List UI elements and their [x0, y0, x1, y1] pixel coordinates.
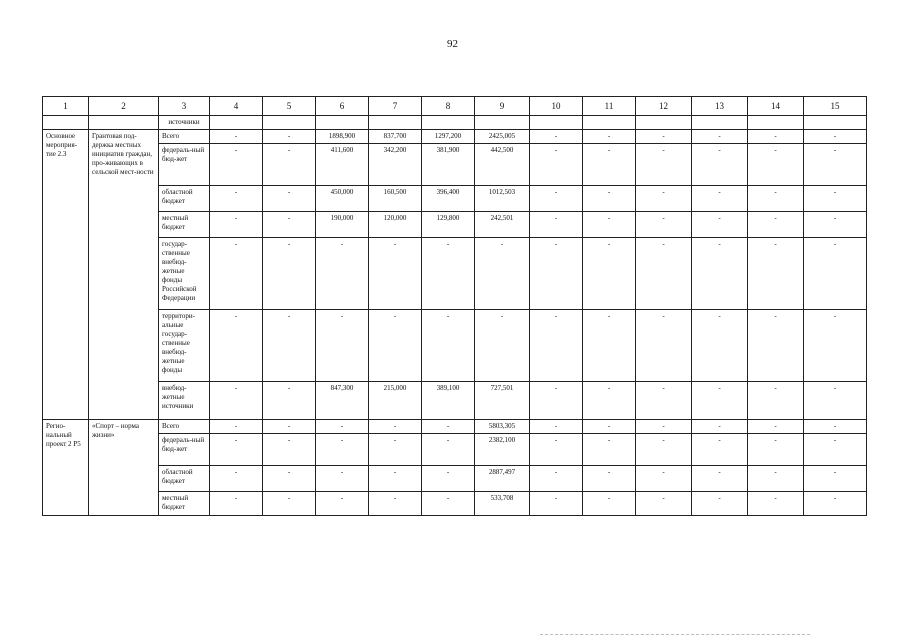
table-row [43, 492, 867, 516]
value-cell: - [369, 492, 422, 516]
column-header: 2 [89, 97, 159, 116]
value-cell: - [263, 238, 316, 310]
value-cell: - [369, 420, 422, 434]
value-cell: - [692, 186, 748, 212]
value-cell: - [316, 310, 369, 382]
source-cell: территори-альные государ-ственные внебюд-жетные фонды [159, 310, 210, 382]
value-cell: - [804, 492, 867, 516]
column-header: 13 [692, 97, 748, 116]
value-cell: - [748, 130, 804, 144]
measure-cell: Регио-нальный проект 2 Р5 [43, 420, 89, 516]
value-cell: - [583, 212, 636, 238]
table-row [43, 144, 867, 186]
value-cell: - [692, 434, 748, 466]
value-cell: - [475, 238, 530, 310]
source-cell: Всего [159, 130, 210, 144]
value-cell: - [583, 130, 636, 144]
value-cell: 215,000 [369, 382, 422, 420]
value-cell: - [804, 130, 867, 144]
column-header: 10 [530, 97, 583, 116]
value-cell: - [530, 492, 583, 516]
table-cell [263, 116, 316, 130]
value-cell: - [804, 238, 867, 310]
value-cell: - [804, 382, 867, 420]
column-header: 5 [263, 97, 316, 116]
value-cell: - [692, 144, 748, 186]
value-cell: 533,708 [475, 492, 530, 516]
value-cell: 442,500 [475, 144, 530, 186]
value-cell: - [583, 310, 636, 382]
table-row [43, 466, 867, 492]
table-row [43, 130, 867, 144]
value-cell: - [210, 130, 263, 144]
value-cell: - [748, 466, 804, 492]
value-cell: - [422, 310, 475, 382]
table-cell [804, 116, 867, 130]
value-cell: - [263, 466, 316, 492]
value-cell: - [583, 466, 636, 492]
value-cell: - [530, 212, 583, 238]
value-cell: - [583, 144, 636, 186]
value-cell: 837,700 [369, 130, 422, 144]
source-cell: государ-ственные внебюд-жетные фонды Российской Федерации [159, 238, 210, 310]
value-cell: 2887,497 [475, 466, 530, 492]
value-cell: - [263, 212, 316, 238]
value-cell: 2382,100 [475, 434, 530, 466]
sub-header-row [43, 116, 867, 130]
column-header: 11 [583, 97, 636, 116]
value-cell: - [530, 238, 583, 310]
page-number: 92 [447, 38, 458, 50]
value-cell: - [804, 466, 867, 492]
value-cell: - [210, 212, 263, 238]
table-body [43, 116, 867, 516]
value-cell: - [369, 310, 422, 382]
table-cell [692, 116, 748, 130]
value-cell: - [636, 420, 692, 434]
measure-cell: Основное мероприя-тие 2.3 [43, 130, 89, 420]
value-cell: - [748, 310, 804, 382]
column-header: 14 [748, 97, 804, 116]
column-header: 8 [422, 97, 475, 116]
value-cell: - [636, 310, 692, 382]
value-cell: - [210, 382, 263, 420]
table-row [43, 382, 867, 420]
value-cell: 342,200 [369, 144, 422, 186]
value-cell: - [210, 186, 263, 212]
value-cell: - [316, 434, 369, 466]
value-cell: - [583, 186, 636, 212]
value-cell: - [748, 238, 804, 310]
source-cell: внебюд-жетные источники [159, 382, 210, 420]
value-cell: - [263, 310, 316, 382]
value-cell: - [263, 382, 316, 420]
value-cell: - [263, 492, 316, 516]
value-cell: - [692, 492, 748, 516]
value-cell: - [583, 434, 636, 466]
value-cell: - [210, 434, 263, 466]
value-cell: - [316, 420, 369, 434]
value-cell: - [636, 434, 692, 466]
value-cell: - [530, 382, 583, 420]
table-cell [475, 116, 530, 130]
table-cell [530, 116, 583, 130]
value-cell: 1898,900 [316, 130, 369, 144]
value-cell: - [804, 420, 867, 434]
source-cell: федераль-ный бюд-жет [159, 434, 210, 466]
value-cell: - [583, 420, 636, 434]
source-cell: областной бюджет [159, 186, 210, 212]
value-cell: - [748, 186, 804, 212]
value-cell: - [804, 144, 867, 186]
value-cell: - [692, 466, 748, 492]
table-row [43, 434, 867, 466]
table-row [43, 186, 867, 212]
value-cell: 160,500 [369, 186, 422, 212]
value-cell: - [210, 420, 263, 434]
value-cell: - [636, 212, 692, 238]
value-cell: - [692, 212, 748, 238]
value-cell: 727,501 [475, 382, 530, 420]
value-cell: - [636, 466, 692, 492]
value-cell: - [316, 238, 369, 310]
value-cell: - [263, 420, 316, 434]
description-cell: «Спорт – норма жизни» [89, 420, 159, 516]
value-cell: - [263, 144, 316, 186]
value-cell: 396,400 [422, 186, 475, 212]
value-cell: 381,900 [422, 144, 475, 186]
value-cell: - [369, 434, 422, 466]
value-cell: - [210, 238, 263, 310]
column-header: 15 [804, 97, 867, 116]
value-cell: - [263, 130, 316, 144]
value-cell: - [692, 310, 748, 382]
value-cell: - [530, 186, 583, 212]
value-cell: - [316, 492, 369, 516]
value-cell: 5803,305 [475, 420, 530, 434]
value-cell: 242,501 [475, 212, 530, 238]
value-cell: - [530, 466, 583, 492]
value-cell: - [263, 186, 316, 212]
table-cell [636, 116, 692, 130]
value-cell: - [583, 238, 636, 310]
column-header: 1 [43, 97, 89, 116]
value-cell: - [530, 420, 583, 434]
value-cell: - [422, 492, 475, 516]
value-cell: - [804, 310, 867, 382]
value-cell: - [210, 492, 263, 516]
value-cell: 2425,005 [475, 130, 530, 144]
value-cell: 847,300 [316, 382, 369, 420]
value-cell: - [530, 310, 583, 382]
value-cell: - [475, 310, 530, 382]
source-cell: федераль-ный бюд-жет [159, 144, 210, 186]
value-cell: - [530, 144, 583, 186]
value-cell: - [804, 434, 867, 466]
budget-table [42, 96, 867, 516]
table-cell [210, 116, 263, 130]
value-cell: - [692, 382, 748, 420]
value-cell: - [369, 466, 422, 492]
description-cell: Грантовая под-держка местных инициатив граждан, про-живающих в сельской мест-ности [89, 130, 159, 420]
value-cell: 411,600 [316, 144, 369, 186]
value-cell: - [583, 492, 636, 516]
value-cell: - [748, 382, 804, 420]
column-header: 7 [369, 97, 422, 116]
value-cell: 1297,200 [422, 130, 475, 144]
value-cell: - [804, 212, 867, 238]
value-cell: - [636, 492, 692, 516]
value-cell: - [210, 144, 263, 186]
source-cell: Всего [159, 420, 210, 434]
value-cell: 120,000 [369, 212, 422, 238]
value-cell: - [804, 186, 867, 212]
value-cell: - [692, 238, 748, 310]
value-cell: - [636, 238, 692, 310]
value-cell: - [692, 130, 748, 144]
value-cell: 129,800 [422, 212, 475, 238]
source-cell: местный бюджет [159, 492, 210, 516]
value-cell: 389,100 [422, 382, 475, 420]
scan-artifact-line [540, 634, 810, 635]
table-cell [583, 116, 636, 130]
value-cell: - [748, 144, 804, 186]
value-cell: - [369, 238, 422, 310]
value-cell: - [210, 310, 263, 382]
column-header: 9 [475, 97, 530, 116]
table-row [43, 212, 867, 238]
sub-header-sources: источники [159, 116, 210, 130]
value-cell: - [748, 434, 804, 466]
table-cell [422, 116, 475, 130]
value-cell: - [530, 130, 583, 144]
value-cell: - [636, 382, 692, 420]
table-row [43, 420, 867, 434]
table-row [43, 310, 867, 382]
value-cell: - [636, 144, 692, 186]
value-cell: - [210, 466, 263, 492]
column-header: 3 [159, 97, 210, 116]
column-header: 6 [316, 97, 369, 116]
value-cell: - [422, 238, 475, 310]
value-cell: - [263, 434, 316, 466]
value-cell: - [748, 420, 804, 434]
table-cell [89, 116, 159, 130]
table-cell [369, 116, 422, 130]
value-cell: - [636, 130, 692, 144]
value-cell: - [422, 434, 475, 466]
table-cell [316, 116, 369, 130]
column-header: 12 [636, 97, 692, 116]
value-cell: - [636, 186, 692, 212]
value-cell: - [748, 212, 804, 238]
value-cell: 1012,503 [475, 186, 530, 212]
value-cell: - [748, 492, 804, 516]
column-header: 4 [210, 97, 263, 116]
value-cell: 450,000 [316, 186, 369, 212]
value-cell: - [422, 420, 475, 434]
column-number-row [43, 97, 867, 116]
value-cell: 190,000 [316, 212, 369, 238]
value-cell: - [583, 382, 636, 420]
source-cell: областной бюджет [159, 466, 210, 492]
table-cell [43, 116, 89, 130]
value-cell: - [530, 434, 583, 466]
value-cell: - [422, 466, 475, 492]
value-cell: - [316, 466, 369, 492]
table-row [43, 238, 867, 310]
table-cell [748, 116, 804, 130]
source-cell: местный бюджет [159, 212, 210, 238]
value-cell: - [692, 420, 748, 434]
